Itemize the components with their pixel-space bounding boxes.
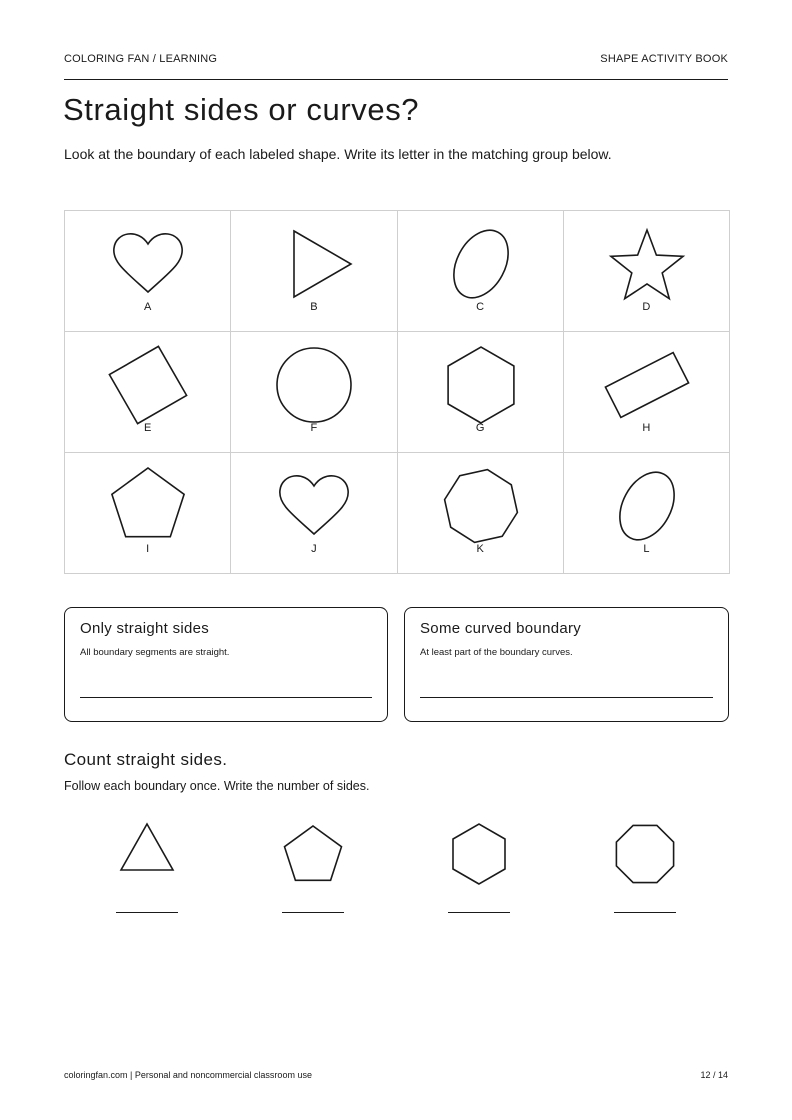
- shape-letter: D: [642, 301, 651, 313]
- answer-line[interactable]: [80, 697, 372, 698]
- ellipse-icon: [398, 211, 564, 332]
- page-number: 12 / 14: [700, 1070, 728, 1080]
- shape-letter: E: [143, 422, 152, 434]
- hexagon-icon: [439, 818, 519, 888]
- curved-boundary-group: [404, 607, 729, 722]
- heart-icon: [65, 211, 231, 332]
- shape-cell-b: [230, 210, 397, 332]
- group-title: Only straight sides: [80, 620, 210, 637]
- heart-icon: [231, 453, 397, 574]
- octagon-icon: [605, 818, 685, 888]
- shape-cell-l: [563, 452, 730, 574]
- side-count-answer-line[interactable]: [282, 912, 344, 913]
- group-title: Some curved boundary: [420, 620, 582, 637]
- shape-cell-g: [397, 331, 564, 453]
- shape-letter: J: [311, 543, 317, 555]
- shape-letter: H: [642, 422, 651, 434]
- shape-cell-h: [563, 331, 730, 453]
- shape-cell-f: [230, 331, 397, 453]
- triangle-icon: [107, 818, 187, 888]
- group-description: At least part of the boundary curves.: [420, 647, 573, 658]
- shape-letter: G: [475, 422, 485, 434]
- count-item: [439, 818, 519, 893]
- ellipse-icon: [564, 453, 730, 574]
- shape-cell-k: [397, 452, 564, 574]
- shape-cell-e: [64, 331, 231, 453]
- shape-letter: A: [143, 301, 152, 313]
- shape-grid: [64, 210, 729, 573]
- square-icon: [65, 332, 231, 453]
- shape-letter: L: [643, 543, 650, 555]
- pentagon-icon: [65, 453, 231, 574]
- hexagon-icon: [398, 332, 564, 453]
- count-item: [273, 818, 353, 893]
- rectangle-icon: [564, 332, 730, 453]
- count-section-description: Follow each boundary once. Write the number of sides.: [64, 779, 370, 793]
- shape-cell-j: [230, 452, 397, 574]
- header-divider: [64, 79, 728, 80]
- header-section-label: COLORING FAN / LEARNING: [64, 53, 218, 65]
- footer-source: coloringfan.com | Personal and noncommercial classroom use: [64, 1070, 312, 1080]
- shape-letter: F: [310, 422, 318, 434]
- shape-letter: B: [310, 301, 318, 313]
- shape-cell-i: [64, 452, 231, 574]
- octagon-icon: [398, 453, 564, 574]
- count-section-title: Count straight sides.: [64, 750, 228, 769]
- count-item: [605, 818, 685, 893]
- header-book-title: SHAPE ACTIVITY BOOK: [600, 53, 728, 65]
- answer-line[interactable]: [420, 697, 713, 698]
- shape-letter: I: [146, 543, 150, 555]
- shape-cell-d: [563, 210, 730, 332]
- side-count-answer-line[interactable]: [116, 912, 178, 913]
- instructions-text: Look at the boundary of each labeled shape. Write its letter in the matching group below.: [64, 146, 612, 162]
- side-count-answer-line[interactable]: [614, 912, 676, 913]
- count-item: [107, 818, 187, 893]
- triangle-icon: [231, 211, 397, 332]
- circle-icon: [231, 332, 397, 453]
- group-description: All boundary segments are straight.: [80, 647, 230, 658]
- side-count-answer-line[interactable]: [448, 912, 510, 913]
- star-icon: [564, 211, 730, 332]
- straight-sides-group: [64, 607, 388, 722]
- page-title: Straight sides or curves?: [63, 92, 420, 127]
- shape-letter: K: [476, 543, 484, 555]
- shape-cell-c: [397, 210, 564, 332]
- pentagon-icon: [273, 818, 353, 888]
- shape-letter: C: [476, 301, 485, 313]
- shape-cell-a: [64, 210, 231, 332]
